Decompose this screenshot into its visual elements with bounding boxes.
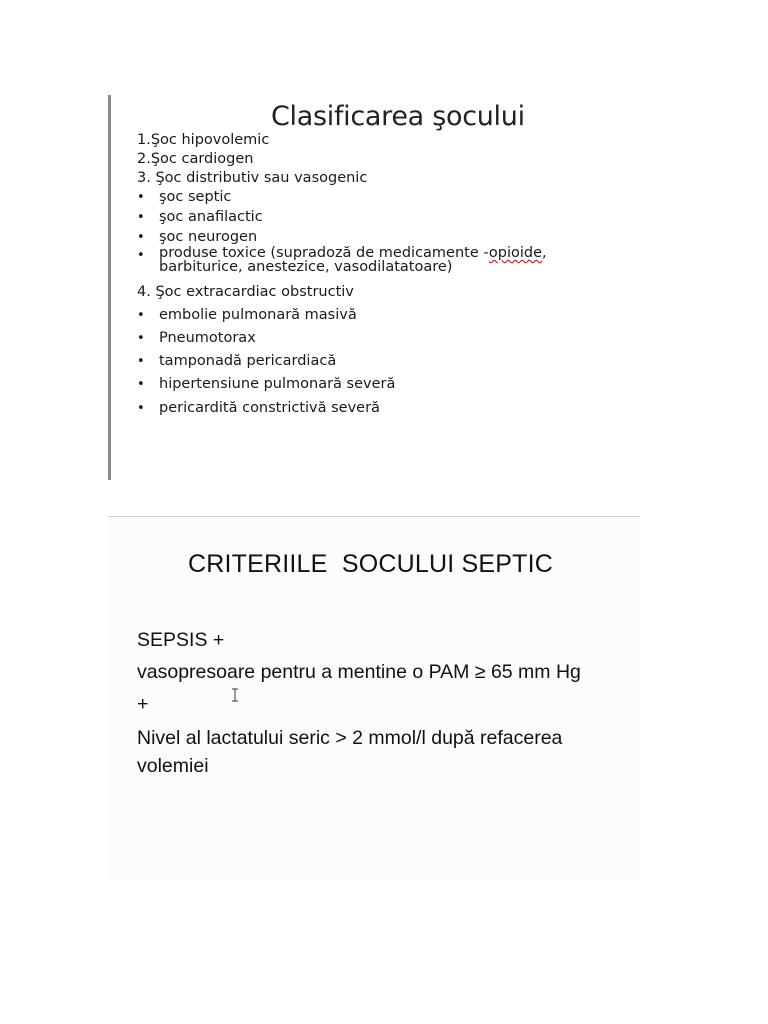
criteria-line: volemiei (137, 755, 209, 777)
bullet: • (137, 377, 145, 392)
list-item-text-part: barbiturice, anestezice, vasodilatatoare) (159, 259, 453, 275)
list-item: 2.Şoc cardiogen (137, 151, 254, 167)
list-item (137, 399, 380, 418)
spellcheck-word: opioide (488, 245, 543, 261)
list-item-text: embolie pulmonară masivă (159, 307, 357, 323)
criteria-line: SEPSIS + (137, 629, 225, 651)
list-item (137, 352, 336, 371)
list-item: 4. Şoc extracardiac obstructiv (137, 284, 354, 300)
list-item (137, 306, 357, 325)
criteria-line: + (137, 693, 149, 715)
text-cursor-icon (231, 688, 239, 702)
list-item (137, 188, 231, 207)
list-item (137, 208, 263, 227)
list-item-text: pericardită constrictivă severă (159, 400, 380, 416)
list-item (137, 329, 256, 348)
list-item (137, 375, 395, 394)
list-item-text-part: , (542, 245, 547, 261)
slide1-title: Clasificarea şocului (271, 101, 525, 132)
bullet: • (137, 248, 145, 263)
bullet: • (137, 331, 145, 346)
list-item-text-part: produse toxice (supradoză de medicamente - (159, 245, 489, 261)
slide2-title: CRITERIILE SOCULUI SEPTIC (188, 550, 553, 578)
list-item-text: tamponadă pericardiacă (159, 353, 337, 369)
slide-septic-shock-criteria (108, 517, 640, 880)
bullet: • (137, 190, 145, 205)
list-item-text: hipertensiune pulmonară severă (159, 376, 396, 392)
list-item-text (159, 246, 547, 274)
list-item: 1.Şoc hipovolemic (137, 132, 270, 148)
list-item-text: şoc neurogen (159, 229, 258, 245)
list-item-text: Pneumotorax (159, 330, 256, 346)
bullet: • (137, 210, 145, 225)
criteria-line: vasopresoare pentru a mentine o PAM ≥ 65 mm Hg (137, 661, 581, 683)
list-item-text: şoc anafilactic (159, 209, 263, 225)
bullet: • (137, 401, 145, 416)
list-item-text: şoc septic (159, 189, 232, 205)
bullet: • (137, 354, 145, 369)
bullet: • (137, 308, 145, 323)
list-item (137, 246, 547, 274)
criteria-line: Nivel al lactatului seric > 2 mmol/l după refacerea (137, 727, 563, 749)
slide-classification (108, 95, 649, 480)
bullet: • (137, 230, 145, 245)
list-item: 3. Şoc distributiv sau vasogenic (137, 170, 368, 186)
